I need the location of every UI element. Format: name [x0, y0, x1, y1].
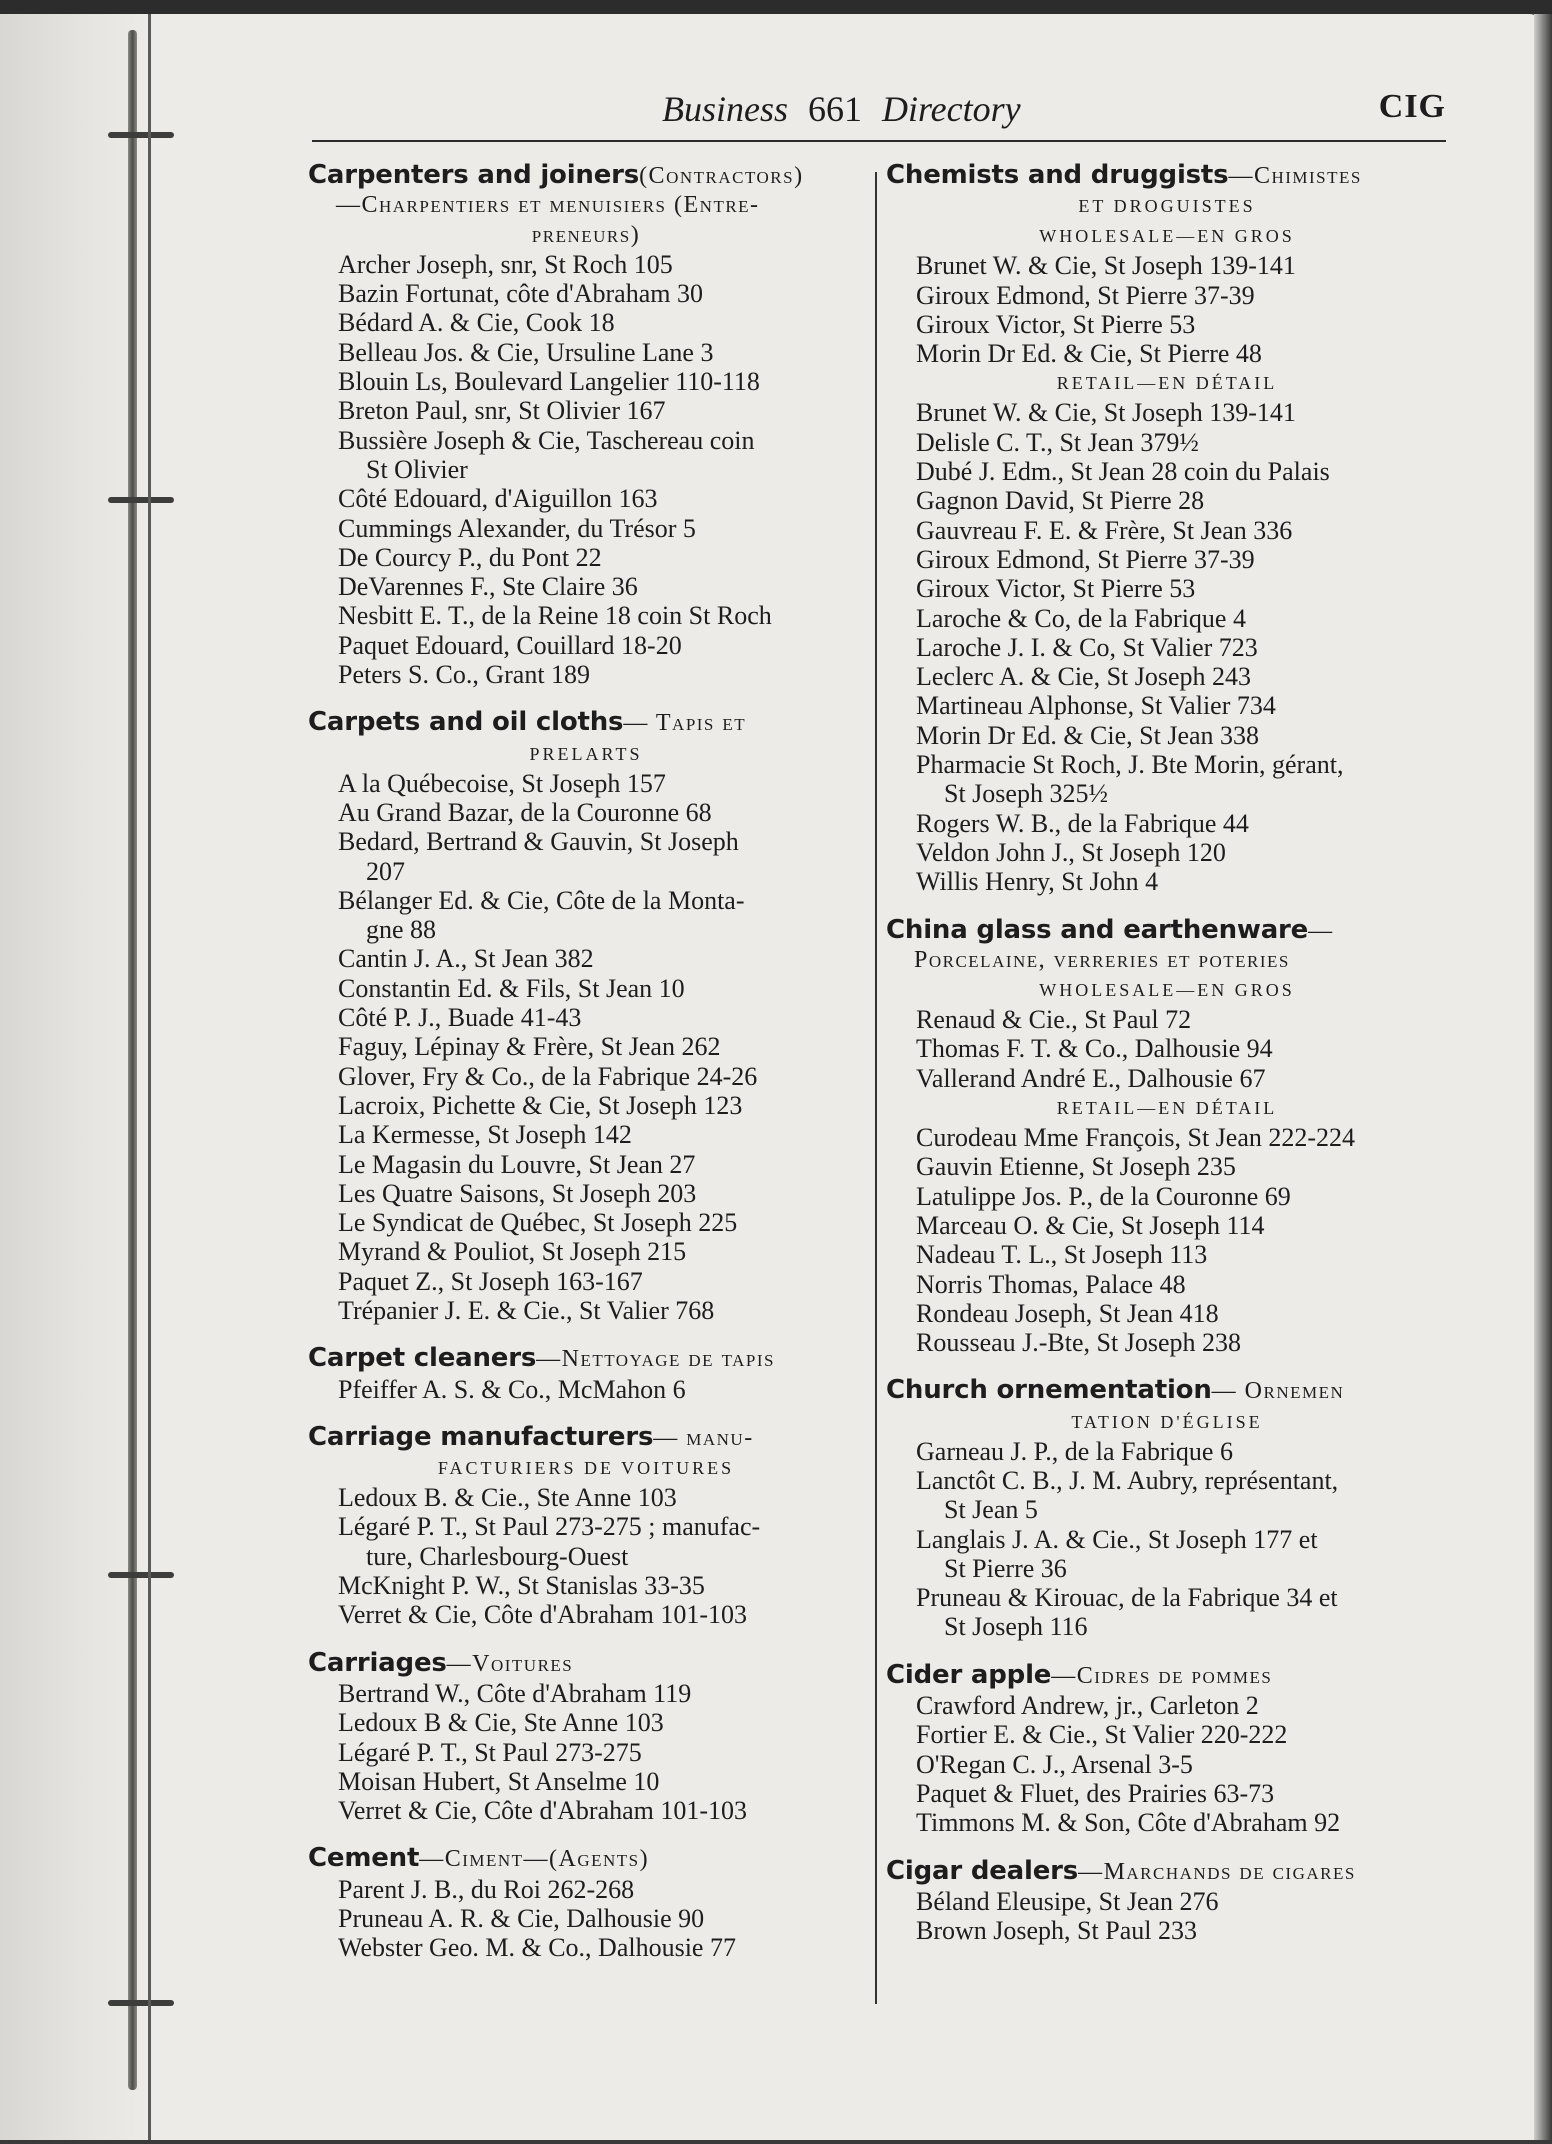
directory-entry: Martineau Alphonse, St Valier 734: [916, 691, 1276, 721]
page-edge-shadow: [1534, 14, 1552, 2140]
directory-entry: Giroux Edmond, St Pierre 37-39: [916, 544, 1255, 574]
directory-entry: Au Grand Bazar, de la Couronne 68: [338, 797, 712, 827]
category-name: Carpet cleaners: [308, 1343, 537, 1374]
directory-entry: Bussière Joseph & Cie, Taschereau coin: [338, 425, 755, 455]
directory-entry: Giroux Victor, St Pierre 53: [916, 574, 1196, 604]
directory-entry-continuation: gne 88: [366, 915, 437, 945]
section-gap: [886, 897, 1448, 915]
header-right-word: Directory: [882, 89, 1021, 129]
header-title: [662, 88, 1021, 130]
directory-entry: Crawford Andrew, jr., Carleton 2: [916, 1691, 1259, 1721]
section-gap: [886, 1642, 1448, 1660]
category-name: Carriage manufacturers: [308, 1421, 654, 1452]
directory-entry: Les Quatre Saisons, St Joseph 203: [338, 1178, 697, 1208]
directory-entry: Peters S. Co., Grant 189: [338, 660, 591, 690]
directory-entry: Gauvreau F. E. & Frère, St Jean 336: [916, 515, 1293, 545]
category-name: Church ornementation: [886, 1375, 1212, 1406]
category-name: Carriages: [308, 1647, 447, 1678]
directory-entry: Bedard, Bertrand & Gauvin, St Joseph: [338, 827, 739, 857]
directory-entry: Trépanier J. E. & Cie., St Valier 768: [338, 1295, 715, 1325]
category-translation: —Nettoyage de tapis: [536, 1346, 775, 1373]
category-translation: — Tapis et: [623, 710, 747, 737]
directory-entry: Pruneau A. R. & Cie, Dalhousie 90: [338, 1904, 705, 1934]
directory-entry: McKnight P. W., St Stanislas 33-35: [338, 1571, 705, 1601]
directory-entry: Brunet W. & Cie, St Joseph 139-141: [916, 251, 1296, 281]
category-translation: —Marchands de cigares: [1078, 1858, 1356, 1885]
directory-entry: Morin Dr Ed. & Cie, St Jean 338: [916, 720, 1260, 750]
category-name: Carpenters and joiners: [308, 160, 640, 190]
category-translation: —Ciment—(Agents): [419, 1846, 650, 1873]
directory-entry: Lacroix, Pichette & Cie, St Joseph 123: [338, 1090, 743, 1120]
category-heading: [308, 1843, 864, 1874]
directory-entry: Brown Joseph, St Paul 233: [916, 1916, 1197, 1946]
directory-entry: Légaré P. T., St Paul 273-275: [338, 1737, 642, 1767]
column-divider: [875, 172, 877, 2004]
directory-entry: Verret & Cie, Côte d'Abraham 101-103: [338, 1796, 748, 1826]
category-heading: [886, 160, 1448, 191]
category-heading: [308, 1422, 864, 1453]
binding-stitch: [108, 1572, 174, 1578]
directory-entry: Ledoux B & Cie, Ste Anne 103: [338, 1708, 664, 1738]
category-translation-cont: Porcelaine, verreries et poteries: [914, 946, 1290, 973]
directory-entry: Cummings Alexander, du Trésor 5: [338, 513, 696, 543]
directory-entry: Cantin J. A., St Jean 382: [338, 944, 594, 974]
header-rule: [312, 140, 1446, 142]
directory-entry: Verret & Cie, Côte d'Abraham 101-103: [338, 1600, 748, 1630]
directory-entry: Nesbitt E. T., de la Reine 18 coin St Roch: [338, 601, 772, 631]
directory-entry: Fortier E. & Cie., St Valier 220-222: [916, 1720, 1288, 1750]
directory-entry: Giroux Edmond, St Pierre 37-39: [916, 280, 1255, 310]
running-header: [312, 88, 1446, 144]
directory-entry: Belleau Jos. & Cie, Ursuline Lane 3: [338, 337, 714, 367]
category-translation: —Voitures: [446, 1650, 574, 1677]
category-translation: —Chimistes: [1228, 163, 1362, 189]
directory-entry: Vallerand André E., Dalhousie 67: [916, 1063, 1266, 1093]
left-column: [308, 160, 864, 1963]
directory-entry: Bertrand W., Côte d'Abraham 119: [338, 1678, 692, 1708]
right-column: [886, 160, 1448, 1945]
directory-entry: Pharmacie St Roch, J. Bte Morin, gérant,: [916, 750, 1344, 780]
directory-entry: La Kermesse, St Joseph 142: [338, 1120, 632, 1150]
directory-entry: Marceau O. & Cie, St Joseph 114: [916, 1210, 1265, 1240]
subheading: ET DROGUISTES: [1078, 196, 1256, 217]
directory-entry: Gauvin Etienne, St Joseph 235: [916, 1152, 1236, 1182]
category-heading: [886, 915, 1448, 946]
directory-entry: Paquet Z., St Joseph 163-167: [338, 1266, 643, 1296]
directory-entry: Pfeiffer A. S. & Co., McMahon 6: [338, 1374, 686, 1404]
directory-entry: Constantin Ed. & Fils, St Jean 10: [338, 973, 685, 1003]
directory-entry-continuation: St Olivier: [366, 454, 468, 484]
directory-entry: Rousseau J.-Bte, St Joseph 238: [916, 1328, 1241, 1358]
directory-entry: Côté Edouard, d'Aiguillon 163: [338, 484, 658, 514]
directory-entry: O'Regan C. J., Arsenal 3-5: [916, 1749, 1193, 1779]
subheading: WHOLESALE—EN GROS: [1039, 980, 1295, 1001]
directory-entry-continuation: ture, Charlesbourg-Ouest: [366, 1541, 629, 1571]
directory-entry-continuation: St Joseph 325½: [944, 779, 1108, 809]
directory-entry-continuation: 207: [366, 856, 405, 886]
directory-entry: Leclerc A. & Cie, St Joseph 243: [916, 662, 1252, 692]
category-name: Chemists and druggists: [886, 160, 1229, 190]
category-translation: — manu-: [653, 1424, 754, 1451]
subheading: TATION D'ÉGLISE: [1071, 1411, 1263, 1432]
section-code: CIG: [1378, 88, 1446, 125]
directory-entry: Bazin Fortunat, côte d'Abraham 30: [338, 279, 703, 309]
category-name: Cigar dealers: [886, 1855, 1079, 1886]
directory-entry: Webster Geo. M. & Co., Dalhousie 77: [338, 1933, 736, 1963]
category-heading: [308, 707, 864, 738]
directory-entry: DeVarennes F., Ste Claire 36: [338, 572, 638, 602]
directory-entry: De Courcy P., du Pont 22: [338, 542, 602, 572]
directory-entry: Béland Eleusipe, St Jean 276: [916, 1886, 1219, 1916]
section-gap: [886, 1838, 1448, 1856]
directory-entry: Rogers W. B., de la Fabrique 44: [916, 808, 1249, 838]
directory-entry: Veldon John J., St Joseph 120: [916, 837, 1226, 867]
directory-entry-continuation: St Pierre 36: [944, 1553, 1067, 1583]
directory-entry: Paquet & Fluet, des Prairies 63-73: [916, 1778, 1275, 1808]
directory-entry: Ledoux B. & Cie., Ste Anne 103: [338, 1483, 677, 1513]
category-heading: [308, 1648, 864, 1679]
page-number: 661: [808, 89, 862, 129]
directory-entry: Myrand & Pouliot, St Joseph 215: [338, 1237, 687, 1267]
directory-entry-continuation: St Joseph 116: [944, 1612, 1088, 1642]
category-heading: [886, 1660, 1448, 1691]
directory-entry: Parent J. B., du Roi 262-268: [338, 1874, 635, 1904]
section-gap: [308, 1825, 864, 1843]
category-name: Carpets and oil cloths: [308, 707, 624, 738]
category-heading: [308, 1343, 864, 1374]
subheading: FACTURIERS DE VOITURES: [437, 1458, 735, 1479]
category-name: Cement: [308, 1843, 420, 1874]
directory-entry: Curodeau Mme François, St Jean 222-224: [916, 1123, 1356, 1153]
directory-entry: Côté P. J., Buade 41-43: [338, 1003, 582, 1033]
directory-entry: Breton Paul, snr, St Olivier 167: [338, 396, 666, 426]
directory-entry: Langlais J. A. & Cie., St Joseph 177 et: [916, 1524, 1318, 1554]
section-gap: [308, 1404, 864, 1422]
directory-entry: Archer Joseph, snr, St Roch 105: [338, 249, 673, 279]
directory-entry: Laroche & Co, de la Fabrique 4: [916, 603, 1246, 633]
category-translation-cont: —Charpentiers et menuisiers (Entre-: [336, 192, 760, 219]
subheading: PRELARTS: [529, 743, 643, 764]
directory-entry: Bélanger Ed. & Cie, Côte de la Monta-: [338, 885, 745, 915]
section-gap: [308, 1630, 864, 1648]
category-translation-cont: preneurs): [531, 221, 641, 248]
subheading: WHOLESALE—EN GROS: [1039, 226, 1295, 247]
directory-entry: Pruneau & Kirouac, de la Fabrique 34 et: [916, 1583, 1338, 1613]
category-heading: [886, 1856, 1448, 1887]
section-gap: [308, 689, 864, 707]
binding-stitch: [108, 497, 174, 503]
directory-entry: A la Québecoise, St Joseph 157: [338, 768, 666, 798]
binding-stitch: [108, 2000, 174, 2006]
category-translation: (Contractors): [639, 163, 804, 189]
category-translation: —: [1308, 917, 1334, 944]
section-gap: [308, 1325, 864, 1343]
directory-entry: Brunet W. & Cie, St Joseph 139-141: [916, 398, 1296, 428]
directory-entry: Moisan Hubert, St Anselme 10: [338, 1766, 660, 1796]
directory-entry: Le Syndicat de Québec, St Joseph 225: [338, 1208, 738, 1238]
directory-entry: Delisle C. T., St Jean 379½: [916, 427, 1199, 457]
directory-entry: Morin Dr Ed. & Cie, St Pierre 48: [916, 339, 1262, 369]
directory-entry: Laroche J. I. & Co, St Valier 723: [916, 632, 1258, 662]
page-spine: [148, 14, 151, 2140]
binding-thread: [128, 30, 137, 2090]
directory-entry: Thomas F. T. & Co., Dalhousie 94: [916, 1034, 1273, 1064]
directory-entry: Glover, Fry & Co., de la Fabrique 24-26: [338, 1061, 758, 1091]
directory-entry: Le Magasin du Louvre, St Jean 27: [338, 1149, 696, 1179]
directory-entry-continuation: St Jean 5: [944, 1495, 1038, 1525]
header-left-word: Business: [662, 89, 788, 129]
category-heading: [886, 1375, 1448, 1406]
directory-entry: Dubé J. Edm., St Jean 28 coin du Palais: [916, 457, 1330, 487]
directory-entry: Rondeau Joseph, St Jean 418: [916, 1298, 1219, 1328]
directory-entry: Garneau J. P., de la Fabrique 6: [916, 1436, 1233, 1466]
directory-entry: Légaré P. T., St Paul 273-275 ; manufac-: [338, 1512, 761, 1542]
subheading: RETAIL—EN DÉTAIL: [1056, 1098, 1278, 1119]
directory-entry: Willis Henry, St John 4: [916, 867, 1159, 897]
directory-entry: Nadeau T. L., St Joseph 113: [916, 1240, 1208, 1270]
category-name: Cider apple: [886, 1659, 1052, 1690]
directory-entry: Bédard A. & Cie, Cook 18: [338, 308, 615, 338]
directory-entry: Latulippe Jos. P., de la Couronne 69: [916, 1181, 1291, 1211]
directory-entry: Norris Thomas, Palace 48: [916, 1269, 1186, 1299]
binding-stitch: [108, 132, 174, 138]
directory-entry: Blouin Ls, Boulevard Langelier 110-118: [338, 367, 760, 397]
category-heading: [308, 160, 864, 191]
directory-entry: Faguy, Lépinay & Frère, St Jean 262: [338, 1032, 721, 1062]
directory-entry: Gagnon David, St Pierre 28: [916, 486, 1205, 516]
directory-entry: Paquet Edouard, Couillard 18-20: [338, 630, 682, 660]
directory-entry: Renaud & Cie., St Paul 72: [916, 1005, 1192, 1035]
subheading: RETAIL—EN DÉTAIL: [1056, 373, 1278, 394]
directory-entry: Giroux Victor, St Pierre 53: [916, 309, 1196, 339]
category-translation: —Cidres de pommes: [1051, 1662, 1273, 1689]
directory-entry: Timmons M. & Son, Côte d'Abraham 92: [916, 1808, 1341, 1838]
directory-entry: Lanctôt C. B., J. M. Aubry, représentant,: [916, 1465, 1339, 1495]
section-gap: [886, 1357, 1448, 1375]
category-name: China glass and earthenware: [886, 914, 1309, 945]
category-translation: — Ornemen: [1211, 1378, 1345, 1405]
